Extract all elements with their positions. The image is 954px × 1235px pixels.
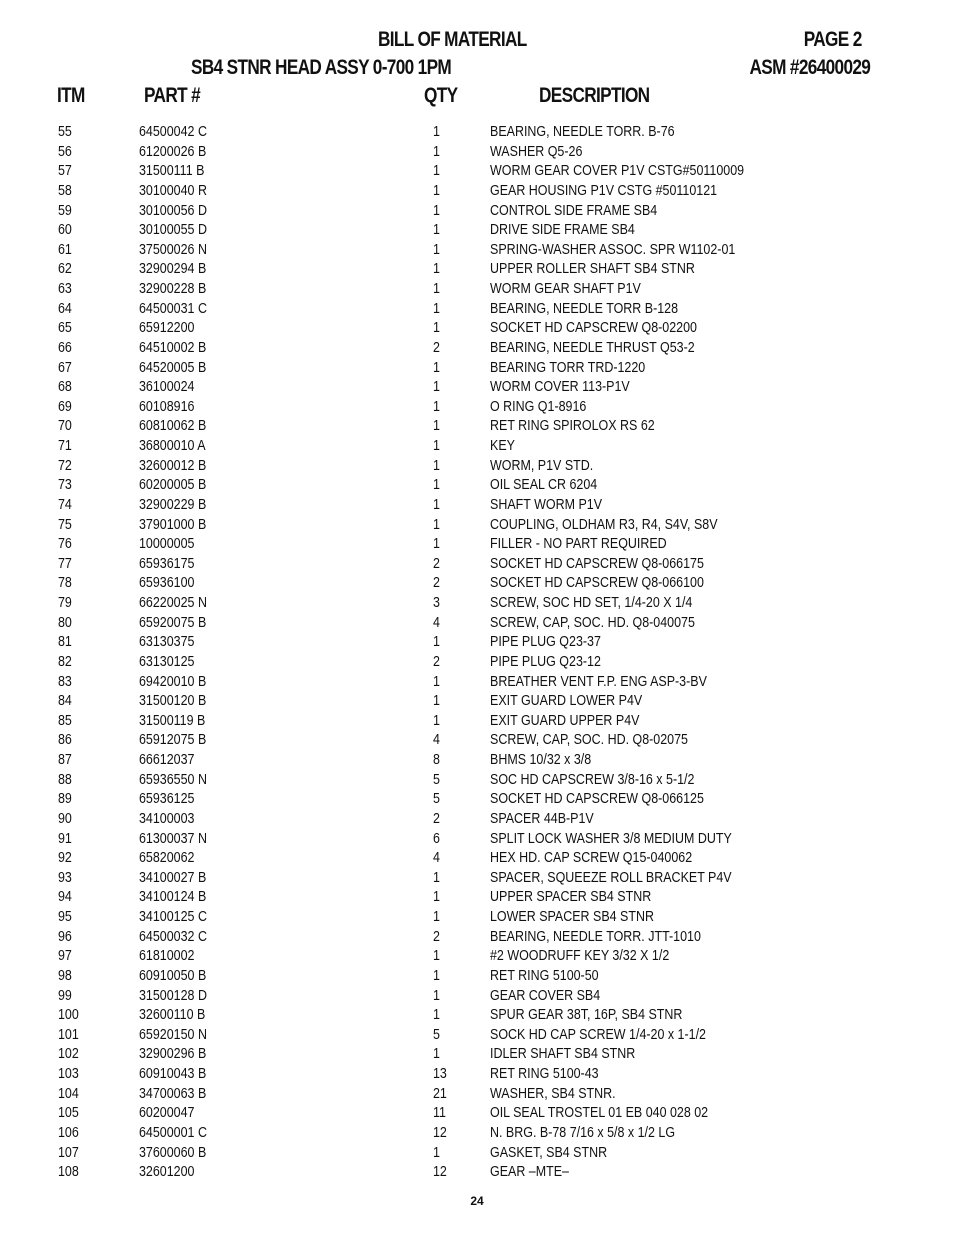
part-number: 63130375 (139, 634, 195, 651)
quantity: 6 (433, 830, 440, 847)
part-number: 60910043 B (139, 1066, 207, 1082)
table-row (0, 1044, 954, 1064)
description: EXIT GUARD UPPER P4V (490, 712, 640, 729)
quantity: 5 (433, 771, 440, 788)
part-number: 65920150 N (139, 1026, 207, 1043)
table-row (0, 770, 954, 790)
description: PIPE PLUG Q23-12 (490, 653, 601, 670)
description: LOWER SPACER SB4 STNR (490, 909, 655, 925)
description: HEX HD. CAP SCREW Q15-040062 (490, 850, 693, 867)
item-number: 61 (58, 241, 72, 258)
description: SOCK HD CAP SCREW 1/4-20 x 1-1/2 (490, 1026, 706, 1043)
part-number: 32900229 B (139, 496, 207, 513)
description: WASHER, SB4 STNR. (490, 1085, 616, 1102)
item-number: 71 (58, 438, 72, 454)
quantity: 1 (433, 673, 440, 690)
table-row (0, 887, 954, 907)
description: SPLIT LOCK WASHER 3/8 MEDIUM DUTY (490, 830, 732, 847)
item-number: 70 (58, 418, 72, 435)
description: BREATHER VENT F.P. ENG ASP-3-BV (490, 673, 707, 690)
column-header-qty: QTY (424, 84, 458, 107)
quantity: 2 (433, 928, 440, 945)
quantity: 2 (433, 555, 440, 572)
quantity: 13 (433, 1066, 447, 1082)
description: IDLER SHAFT SB4 STNR (490, 1046, 636, 1063)
item-number: 74 (58, 496, 72, 513)
page-label: PAGE 2 (804, 28, 862, 51)
item-number: 57 (58, 163, 72, 180)
part-number: 65936175 (139, 555, 195, 572)
quantity: 1 (433, 889, 440, 906)
part-number: 65936125 (139, 791, 195, 808)
item-number: 67 (58, 359, 72, 376)
description: FILLER - NO PART REQUIRED (490, 536, 667, 553)
part-number: 65912200 (139, 320, 195, 337)
part-number: 64510002 B (139, 339, 207, 356)
item-number: 72 (58, 457, 72, 474)
part-number: 65820062 (139, 850, 195, 867)
description: BEARING TORR TRD-1220 (490, 359, 646, 376)
table-row (0, 161, 954, 181)
item-number: 68 (58, 379, 72, 396)
description: CONTROL SIDE FRAME SB4 (490, 202, 658, 219)
item-number: 102 (58, 1046, 79, 1063)
description: GASKET, SB4 STNR (490, 1144, 608, 1161)
quantity: 1 (433, 143, 440, 160)
table-row (0, 240, 954, 260)
table-row (0, 515, 954, 535)
description: O RING Q1-8916 (490, 398, 587, 415)
part-number: 66220025 N (139, 595, 207, 611)
part-number: 30100056 D (139, 202, 207, 219)
item-number: 87 (58, 752, 72, 768)
assembly-number: ASM #26400029 (749, 56, 870, 79)
item-number: 99 (58, 987, 72, 1004)
part-number: 64500032 C (139, 928, 207, 945)
table-row (0, 456, 954, 476)
table-row (0, 259, 954, 279)
description: #2 WOODRUFF KEY 3/32 X 1/2 (490, 948, 670, 965)
table-row (0, 318, 954, 338)
description: BEARING, NEEDLE TORR. JTT-1010 (490, 928, 701, 945)
part-number: 69420010 B (139, 673, 207, 690)
description: SOCKET HD CAPSCREW Q8-066175 (490, 555, 704, 572)
part-number: 65912075 B (139, 732, 207, 749)
quantity: 1 (433, 281, 440, 297)
quantity: 1 (433, 300, 440, 317)
item-number: 69 (58, 398, 72, 415)
quantity: 1 (433, 182, 440, 199)
quantity: 1 (433, 536, 440, 553)
quantity: 1 (433, 496, 440, 513)
part-number: 32600012 B (139, 457, 207, 474)
quantity: 1 (433, 477, 440, 494)
quantity: 1 (433, 438, 440, 454)
table-row (0, 652, 954, 672)
part-number: 63130125 (139, 653, 195, 670)
table-row (0, 475, 954, 495)
table-row (0, 1064, 954, 1084)
part-number: 60200047 (139, 1105, 195, 1122)
quantity: 5 (433, 791, 440, 808)
description: WORM GEAR SHAFT P1V (490, 281, 641, 297)
quantity: 4 (433, 614, 440, 631)
part-number: 31500128 D (139, 987, 207, 1004)
table-row (0, 1123, 954, 1143)
part-number: 31500119 B (139, 712, 206, 729)
part-number: 65936100 (139, 575, 195, 592)
table-row (0, 122, 954, 142)
table-row (0, 534, 954, 554)
table-row (0, 299, 954, 319)
table-row (0, 554, 954, 574)
quantity: 21 (433, 1085, 447, 1102)
item-number: 84 (58, 693, 72, 710)
item-number: 60 (58, 222, 72, 239)
quantity: 2 (433, 575, 440, 592)
part-number: 34100124 B (139, 889, 207, 906)
parts-list (0, 122, 954, 1182)
description: RET RING 5100-43 (490, 1066, 599, 1082)
quantity: 4 (433, 850, 440, 867)
item-number: 90 (58, 810, 72, 827)
item-number: 62 (58, 261, 72, 278)
item-number: 65 (58, 320, 72, 337)
quantity: 2 (433, 653, 440, 670)
description: SCREW, CAP, SOC. HD. Q8-02075 (490, 732, 688, 749)
item-number: 81 (58, 634, 72, 651)
item-number: 100 (58, 1007, 79, 1024)
part-number: 34100125 C (139, 909, 207, 925)
description: SPRING-WASHER ASSOC. SPR W1102-01 (490, 241, 736, 258)
quantity: 1 (433, 320, 440, 337)
quantity: 1 (433, 398, 440, 415)
part-number: 32900294 B (139, 261, 207, 278)
item-number: 107 (58, 1144, 79, 1161)
part-number: 32601200 (139, 1164, 195, 1181)
item-number: 96 (58, 928, 72, 945)
description: BEARING, NEEDLE TORR B-128 (490, 300, 679, 317)
item-number: 108 (58, 1164, 79, 1181)
description: SCREW, SOC HD SET, 1/4-20 X 1/4 (490, 595, 693, 611)
table-row (0, 966, 954, 986)
quantity: 1 (433, 967, 440, 984)
quantity: 1 (433, 163, 440, 180)
part-number: 32600110 B (139, 1007, 206, 1024)
item-number: 93 (58, 869, 72, 886)
quantity: 4 (433, 732, 440, 749)
item-number: 83 (58, 673, 72, 690)
description: SHAFT WORM P1V (490, 496, 603, 513)
part-number: 30100040 R (139, 182, 207, 199)
description: WORM, P1V STD. (490, 457, 594, 474)
description: WORM COVER 113-P1V (490, 379, 630, 396)
description: UPPER SPACER SB4 STNR (490, 889, 652, 906)
description: SPACER 44B-P1V (490, 810, 594, 827)
quantity: 1 (433, 457, 440, 474)
description: SOCKET HD CAPSCREW Q8-02200 (490, 320, 697, 337)
table-row (0, 1084, 954, 1104)
item-number: 82 (58, 653, 72, 670)
quantity: 1 (433, 222, 440, 239)
description: OIL SEAL CR 6204 (490, 477, 598, 494)
item-number: 73 (58, 477, 72, 494)
part-number: 61810002 (139, 948, 195, 965)
part-number: 31500120 B (139, 693, 207, 710)
part-number: 60108916 (139, 398, 195, 415)
part-number: 66612037 (139, 752, 195, 768)
table-row (0, 495, 954, 515)
part-number: 37500026 N (139, 241, 207, 258)
item-number: 89 (58, 791, 72, 808)
quantity: 1 (433, 987, 440, 1004)
table-row (0, 868, 954, 888)
quantity: 12 (433, 1124, 447, 1141)
quantity: 3 (433, 595, 440, 611)
quantity: 1 (433, 693, 440, 710)
table-row (0, 181, 954, 201)
part-number: 64500042 C (139, 124, 207, 140)
part-number: 61300037 N (139, 830, 207, 847)
part-number: 60810062 B (139, 418, 207, 435)
part-number: 36100024 (139, 379, 195, 396)
quantity: 2 (433, 339, 440, 356)
table-row (0, 711, 954, 731)
quantity: 12 (433, 1164, 447, 1181)
table-row (0, 946, 954, 966)
table-row (0, 1005, 954, 1025)
table-row (0, 436, 954, 456)
description: SOCKET HD CAPSCREW Q8-066100 (490, 575, 704, 592)
item-number: 58 (58, 182, 72, 199)
table-row (0, 848, 954, 868)
description: WORM GEAR COVER P1V CSTG#50110009 (490, 163, 745, 180)
item-number: 91 (58, 830, 72, 847)
part-number: 61200026 B (139, 143, 207, 160)
item-number: 80 (58, 614, 72, 631)
quantity: 1 (433, 359, 440, 376)
quantity: 1 (433, 1046, 440, 1063)
table-row (0, 907, 954, 927)
part-number: 37600060 B (139, 1144, 207, 1161)
description: PIPE PLUG Q23-37 (490, 634, 601, 651)
item-number: 66 (58, 339, 72, 356)
quantity: 8 (433, 752, 440, 768)
quantity: 1 (433, 1007, 440, 1024)
part-number: 34100003 (139, 810, 195, 827)
page-number: 24 (470, 1194, 484, 1208)
table-row (0, 573, 954, 593)
quantity: 1 (433, 634, 440, 651)
quantity: 1 (433, 1144, 440, 1161)
table-row (0, 397, 954, 417)
part-number: 31500111 B (139, 163, 205, 180)
item-number: 88 (58, 771, 72, 788)
table-row (0, 1025, 954, 1045)
table-row (0, 691, 954, 711)
table-row (0, 1103, 954, 1123)
table-row (0, 142, 954, 162)
item-number: 59 (58, 202, 72, 219)
description: SPACER, SQUEEZE ROLL BRACKET P4V (490, 869, 732, 886)
quantity: 1 (433, 712, 440, 729)
assembly-name: SB4 STNR HEAD ASSY 0-700 1PM (191, 56, 452, 79)
table-row (0, 789, 954, 809)
description: SCREW, CAP, SOC. HD. Q8-040075 (490, 614, 695, 631)
quantity: 5 (433, 1026, 440, 1043)
item-number: 56 (58, 143, 72, 160)
part-number: 65936550 N (139, 771, 207, 788)
table-row (0, 416, 954, 436)
item-number: 103 (58, 1066, 79, 1082)
table-row (0, 672, 954, 692)
quantity: 11 (433, 1105, 446, 1122)
description: BEARING, NEEDLE THRUST Q53-2 (490, 339, 695, 356)
quantity: 2 (433, 810, 440, 827)
item-number: 79 (58, 595, 72, 611)
item-number: 86 (58, 732, 72, 749)
table-row (0, 1143, 954, 1163)
part-number: 36800010 A (139, 438, 206, 454)
quantity: 1 (433, 869, 440, 886)
part-number: 10000005 (139, 536, 195, 553)
quantity: 1 (433, 261, 440, 278)
quantity: 1 (433, 418, 440, 435)
table-row (0, 986, 954, 1006)
part-number: 34100027 B (139, 869, 207, 886)
description: BEARING, NEEDLE TORR. B-76 (490, 124, 675, 140)
document-title: BILL OF MATERIAL (378, 28, 527, 51)
description: SOC HD CAPSCREW 3/8-16 x 5-1/2 (490, 771, 695, 788)
quantity: 1 (433, 516, 440, 533)
item-number: 104 (58, 1085, 79, 1102)
description: DRIVE SIDE FRAME SB4 (490, 222, 635, 239)
description: GEAR –MTE– (490, 1164, 569, 1181)
table-row (0, 338, 954, 358)
description: N. BRG. B-78 7/16 x 5/8 x 1/2 LG (490, 1124, 676, 1141)
item-number: 78 (58, 575, 72, 592)
description: RET RING 5100-50 (490, 967, 599, 984)
description: BHMS 10/32 x 3/8 (490, 752, 592, 768)
item-number: 76 (58, 536, 72, 553)
item-number: 63 (58, 281, 72, 297)
part-number: 64500031 C (139, 300, 207, 317)
table-row (0, 593, 954, 613)
description: RET RING SPIROLOX RS 62 (490, 418, 655, 435)
table-row (0, 809, 954, 829)
part-number: 60910050 B (139, 967, 207, 984)
table-row (0, 201, 954, 221)
description: SPUR GEAR 38T, 16P, SB4 STNR (490, 1007, 683, 1024)
item-number: 75 (58, 516, 72, 533)
description: SOCKET HD CAPSCREW Q8-066125 (490, 791, 704, 808)
part-number: 32900296 B (139, 1046, 207, 1063)
part-number: 37901000 B (139, 516, 207, 533)
table-row (0, 1162, 954, 1182)
part-number: 32900228 B (139, 281, 207, 297)
part-number: 60200005 B (139, 477, 207, 494)
item-number: 106 (58, 1124, 79, 1141)
quantity: 1 (433, 909, 440, 925)
table-row (0, 829, 954, 849)
description: WASHER Q5-26 (490, 143, 583, 160)
item-number: 64 (58, 300, 72, 317)
description: OIL SEAL TROSTEL 01 EB 040 028 02 (490, 1105, 709, 1122)
item-number: 77 (58, 555, 72, 572)
table-row (0, 632, 954, 652)
description: UPPER ROLLER SHAFT SB4 STNR (490, 261, 695, 278)
description: COUPLING, OLDHAM R3, R4, S4V, S8V (490, 516, 718, 533)
item-number: 55 (58, 124, 72, 140)
column-header-description: DESCRIPTION (539, 84, 650, 107)
table-row (0, 279, 954, 299)
column-header-part: PART # (144, 84, 201, 107)
item-number: 85 (58, 712, 72, 729)
quantity: 1 (433, 202, 440, 219)
item-number: 98 (58, 967, 72, 984)
description: GEAR COVER SB4 (490, 987, 601, 1004)
table-row (0, 358, 954, 378)
quantity: 1 (433, 948, 440, 965)
table-row (0, 750, 954, 770)
table-row (0, 613, 954, 633)
table-row (0, 927, 954, 947)
description: GEAR HOUSING P1V CSTG #50110121 (490, 182, 718, 199)
item-number: 95 (58, 909, 72, 925)
quantity: 1 (433, 379, 440, 396)
item-number: 97 (58, 948, 72, 965)
description: KEY (490, 438, 515, 454)
column-header-itm: ITM (57, 84, 85, 107)
part-number: 30100055 D (139, 222, 207, 239)
part-number: 34700063 B (139, 1085, 207, 1102)
description: EXIT GUARD LOWER P4V (490, 693, 643, 710)
table-row (0, 220, 954, 240)
item-number: 92 (58, 850, 72, 867)
quantity: 1 (433, 241, 440, 258)
item-number: 105 (58, 1105, 79, 1122)
table-row (0, 730, 954, 750)
table-row (0, 377, 954, 397)
quantity: 1 (433, 124, 440, 140)
part-number: 65920075 B (139, 614, 207, 631)
item-number: 94 (58, 889, 72, 906)
part-number: 64520005 B (139, 359, 207, 376)
part-number: 64500001 C (139, 1124, 207, 1141)
item-number: 101 (58, 1026, 79, 1043)
